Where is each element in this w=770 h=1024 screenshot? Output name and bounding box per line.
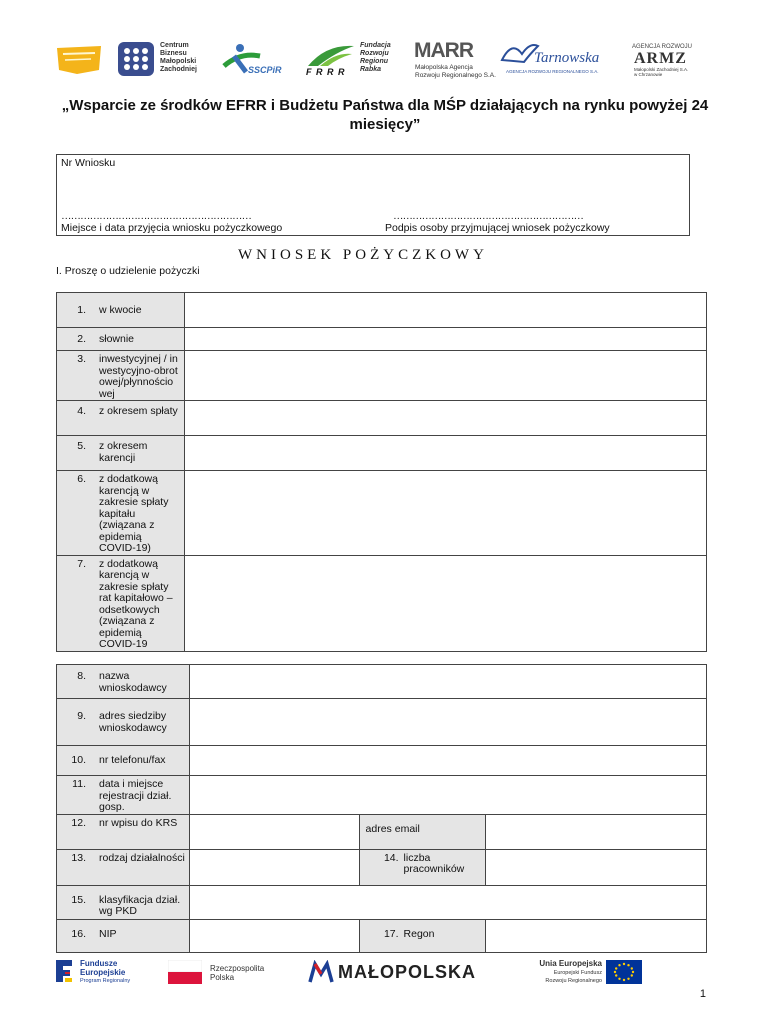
tarnowska-logo-sub: AGENCJA ROZWOJU REGIONALNEGO S.A.	[506, 69, 599, 74]
table-row: 3. inwestycyjnej / inwestycyjno-obrotowej/płynnościowej	[57, 351, 707, 401]
table-row: 10. nr telefonu/fax	[57, 746, 707, 776]
table-row: 6. z dodatkową karencją w zakresie spłaty kapitału (związana z epidemią COVID-19)	[57, 471, 707, 556]
document-title: „Wsparcie ze środków EFRR i Budżetu Państwa dla MŚP działających na rynku powyżej 24 miesięcy”	[61, 97, 709, 133]
applicant-name-input[interactable]	[189, 665, 706, 699]
field-label: nazwa wnioskodawcy	[99, 670, 167, 694]
eu-flag-icon	[606, 960, 642, 984]
yellow-logo-icon	[55, 44, 105, 76]
loan-details-table	[56, 292, 707, 652]
field-label: w kwocie	[99, 304, 142, 316]
field-label: z okresem karencji	[99, 440, 148, 464]
loan-amount-input[interactable]	[184, 293, 706, 328]
field-label: NIP	[99, 927, 117, 940]
pkd-classification-input[interactable]	[189, 885, 706, 919]
marr-logo: MARR	[414, 39, 473, 62]
cbm-grid-icon	[118, 42, 154, 76]
table-row: 16. NIP 17. Regon	[57, 919, 707, 952]
field-label: data i miejsce rejestracji dział. gosp.	[99, 778, 172, 813]
armz-logo-top: AGENCJA ROZWOJU	[632, 44, 693, 50]
fundusze-europejskie-icon	[54, 958, 74, 984]
field-label: z dodatkową karencją w zakresie spłaty kapitału (związana z epidemią COVID-19)	[99, 473, 169, 554]
frrr-logo-text: Fundacja Rozwoju Regionu Rabka	[360, 42, 391, 73]
table-row: 9. adres siedziby wnioskodawcy	[57, 699, 707, 746]
field-label: z dodatkową karencją w zakresie spłaty rat kapitałowo –odsetkowych (związana z epidemią COVID-19	[99, 557, 173, 650]
table-row: 5. z okresem karencji	[57, 436, 707, 471]
receiver-signature-caption: Podpis osoby przyjmującej wniosek pożyczkowy	[385, 222, 610, 234]
email-input[interactable]	[485, 814, 707, 849]
krs-number-input[interactable]	[189, 814, 359, 849]
table-row: 13. rodzaj działalności 14. liczba pracowników	[57, 849, 707, 885]
phone-fax-input[interactable]	[189, 746, 706, 776]
logo-strip	[50, 38, 700, 84]
table-row: 2. słownie	[57, 328, 707, 351]
application-number-box	[56, 154, 690, 236]
employee-count-input[interactable]	[485, 849, 707, 885]
field-label: nr telefonu/fax	[99, 754, 166, 766]
armz-logo-sub: Małopolski Zachodniej S.A. w Chrzanowie	[634, 67, 689, 77]
field-label: klasyfikacja dział. wg PKD	[99, 893, 181, 917]
marr-logo-sub: Małopolska Agencja Rozwoju Regionalnego S.A.	[415, 64, 496, 79]
applicant-details-table	[56, 664, 707, 953]
malopolska-emblem-icon	[308, 960, 334, 984]
loan-type-input[interactable]	[184, 351, 706, 401]
frrr-letters: F R R R	[306, 67, 346, 77]
unia-europejska-text: Unia Europejska Europejski Fundusz Rozwoju Regionalnego	[539, 959, 602, 984]
table-row: 1. w kwocie	[57, 293, 707, 328]
page-number: 1	[699, 988, 706, 1000]
field-label: z okresem spłaty	[99, 405, 178, 417]
received-place-date-caption: Miejsce i data przyjęcia wniosku pożyczkowego	[61, 222, 283, 234]
sscpir-logo-text: SSCPiR	[248, 65, 282, 75]
field-label: adres email	[365, 822, 420, 835]
business-type-input[interactable]	[189, 849, 359, 885]
applicant-address-input[interactable]	[189, 699, 706, 746]
tarnowska-logo-text: Tarnowska	[534, 50, 600, 66]
fundusze-europejskie-text: Fundusze Europejskie Program Regionalny	[80, 959, 131, 984]
field-label: adres siedziby wnioskodawcy	[99, 710, 167, 734]
regon-input[interactable]	[485, 919, 707, 952]
field-label: nr wpisu do KRS	[99, 816, 178, 829]
registration-date-place-input[interactable]	[189, 776, 706, 815]
dots-left: ……………………………………………………	[61, 210, 251, 222]
table-row: 4. z okresem spłaty	[57, 401, 707, 436]
malopolska-text: MAŁOPOLSKA	[338, 962, 476, 982]
field-label: rodzaj działalności	[99, 851, 185, 864]
table-row: 8. nazwa wnioskodawcy	[57, 665, 707, 699]
amount-in-words-input[interactable]	[184, 328, 706, 351]
frrr-leaves-icon	[306, 42, 356, 68]
armz-logo: ARMZ	[634, 50, 687, 67]
grace-period-input[interactable]	[184, 436, 706, 471]
table-row: 15. klasyfikacja dział. wg PKD	[57, 885, 707, 919]
table-row: 12. nr wpisu do KRS adres email	[57, 814, 707, 849]
nip-input[interactable]	[189, 919, 359, 952]
dots-right: ……………………………………………………	[393, 210, 583, 222]
field-label: inwestycyjnej / inwestycyjno-obrotowej/płynnościowej	[99, 353, 178, 400]
field-label: słownie	[99, 333, 135, 345]
field-label: liczba pracowników	[403, 851, 465, 875]
rzeczpospolita-text: Rzeczpospolita Polska	[210, 964, 265, 982]
section-title-loan: I. Proszę o udzielenie pożyczki	[56, 265, 200, 277]
covid-installment-grace-input[interactable]	[184, 555, 706, 651]
covid-capital-grace-input[interactable]	[184, 471, 706, 556]
polish-flag-icon	[168, 960, 202, 984]
table-row: 7. z dodatkową karencją w zakresie spłaty rat kapitałowo –odsetkowych (związana z epidemią COVID-19	[57, 555, 707, 651]
application-number-label: Nr Wniosku	[61, 157, 116, 169]
footer-logos	[50, 954, 650, 990]
repayment-period-input[interactable]	[184, 401, 706, 436]
field-label: Regon	[403, 927, 435, 940]
form-heading: WNIOSEK POŻYCZKOWY	[238, 247, 488, 263]
cbm-logo-text: Centrum Biznesu Małopolski Zachodniej	[160, 42, 197, 73]
table-row: 11. data i miejsce rejestracji dział. gosp.	[57, 776, 707, 815]
